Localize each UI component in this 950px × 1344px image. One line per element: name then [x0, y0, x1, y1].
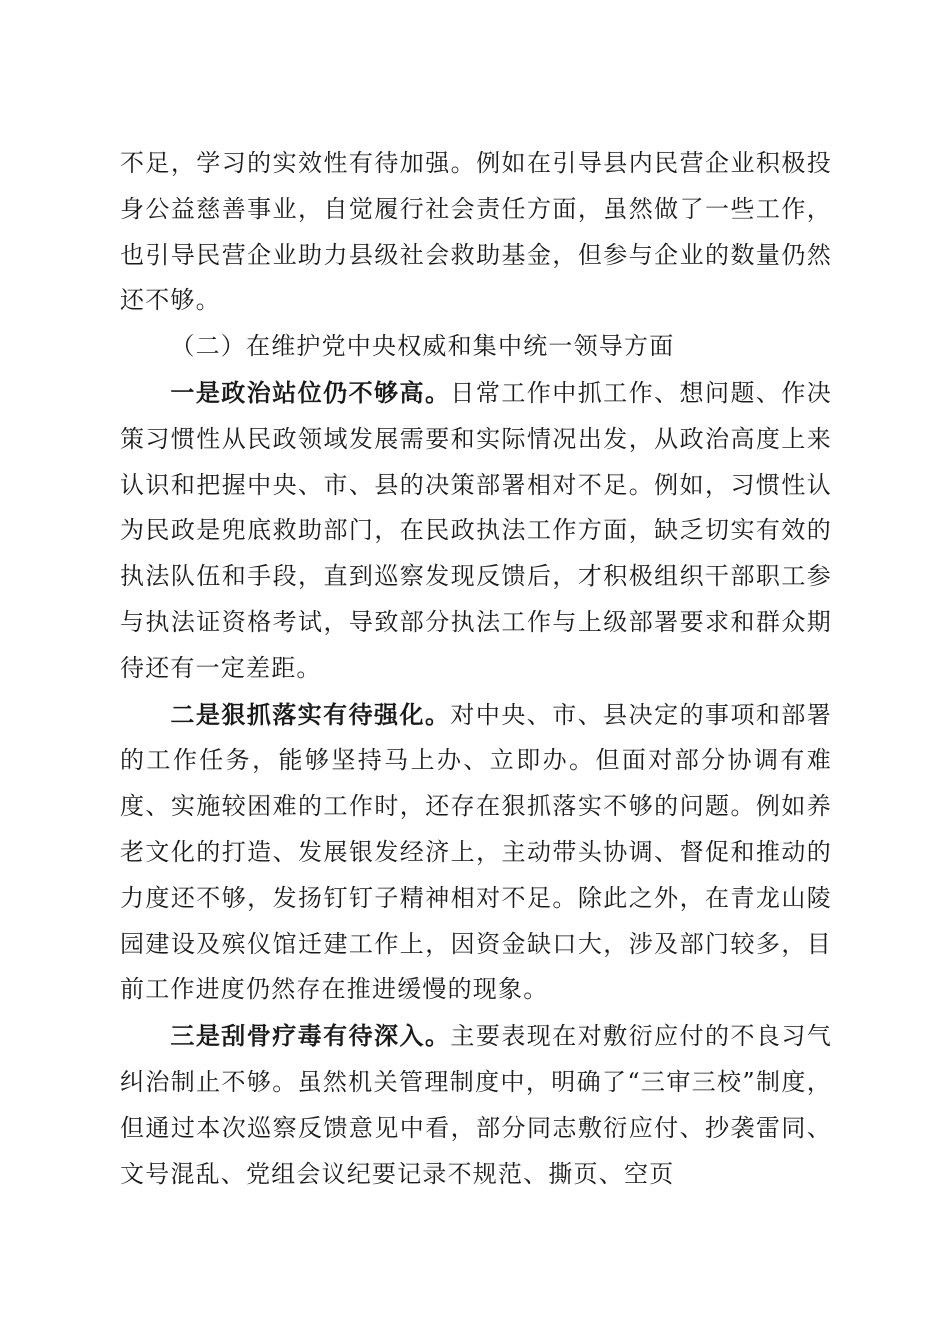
paragraph-lead: 二是狠抓落实有待强化。 [170, 699, 451, 729]
paragraph-continuation: 不足，学习的实效性有待加强。例如在引导县内民营企业积极投身公益慈善事业，自觉履行社会责任方面，虽然做了一些工作，也引导民营企业助力县级社会救助基金，但参与企业的数量仍然还不够。 [120, 149, 832, 315]
paragraph-rectification [120, 1013, 832, 1197]
paragraph-body: 日常工作中抓工作、想问题、作决策习惯性从民政领域发展需要和实际情况出发，从政治高度上来认识和把握中央、市、县的决策部署相对不足。例如，习惯性认为民政是兜底救助部门，在民政执法工作方面，缺乏切实有效的执法队伍和手段，直到巡察发现反馈后，才积极组织干部职工参与执法证资格考试，导致部分执法工作与上级部署要求和群众期待还有一定差距。 [120, 378, 833, 682]
paragraph-body: 主要表现在对敷衍应付的不良习气纠治制止不够。虽然机关管理制度中，明确了“三审三校”制度，但通过本次巡察反馈意见中看，部分同志敷衍应付、抄袭雷同、文号混乱、党组会议纪要记录不规范、撕页、空页 [120, 1022, 833, 1188]
section-heading: （二）在维护党中央权威和集中统一领导方面 [170, 332, 675, 361]
paragraph-lead: 一是政治站位仍不够高。 [170, 377, 451, 407]
paragraph-implementation [120, 692, 832, 1014]
paragraph-body: 对中央、市、县决定的事项和部署的工作任务，能够坚持马上办、立即办。但面对部分协调有难度、实施较困难的工作时，还存在狠抓落实不够的问题。例如养老文化的打造、发展银发经济上，主动带头协调、督促和推动的力度还不够，发扬钉钉子精神相对不足。除此之外，在青龙山陵园建设及殡仪馆迁建工作上，因资金缺口大，涉及部门较多，目前工作进度仍然存在推进缓慢的现象。 [120, 700, 833, 1004]
paragraph-lead: 三是刮骨疗毒有待深入。 [170, 1021, 451, 1051]
document-body [120, 141, 832, 1197]
paragraph-political-stance [120, 370, 832, 692]
